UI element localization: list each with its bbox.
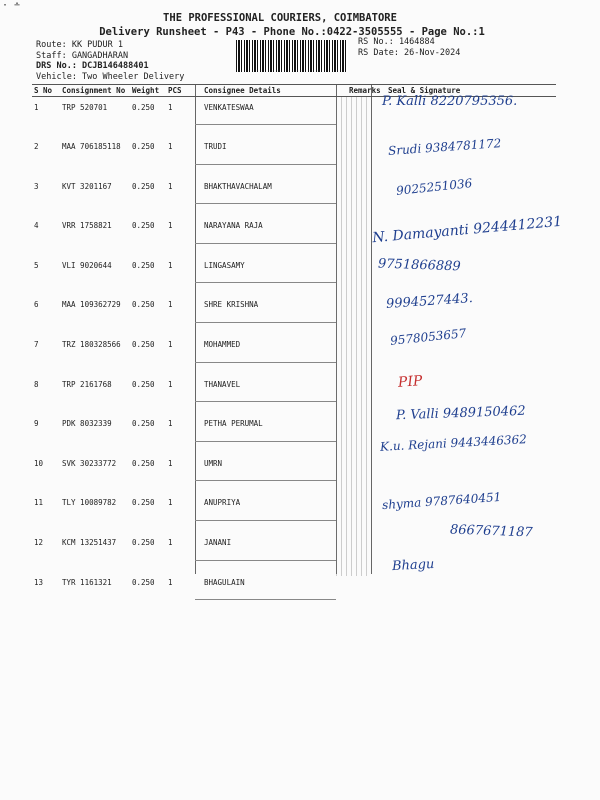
cell-wt: 0.250 <box>132 300 155 310</box>
route: Route: KK PUDUR 1 <box>36 40 123 50</box>
col-pcs: PCS <box>166 85 202 97</box>
cell-remarks <box>347 136 386 176</box>
cell-sno: 12 <box>34 538 44 548</box>
signature: N. Damayanti 9244412231 <box>371 213 563 247</box>
cell-name: SHRE KRISHNA <box>204 300 259 310</box>
cell-pcs: 1 <box>168 221 173 231</box>
table-row <box>32 453 556 493</box>
cell-remarks <box>347 334 386 374</box>
col-remarks: Remarks <box>347 85 386 97</box>
cell-sno: 5 <box>34 260 39 270</box>
col-consignee: Consignee Details <box>202 85 347 97</box>
cell-cn: KCM 13251437 <box>62 538 117 548</box>
row-divider <box>195 164 336 165</box>
cell-name: ANUPRIYA <box>204 498 241 508</box>
row-divider <box>195 362 336 363</box>
cell-wt: 0.250 <box>132 181 155 191</box>
row-divider <box>195 480 336 481</box>
row-divider <box>195 520 336 521</box>
runsheet-title: Delivery Runsheet - P43 - Phone No.:0422-3505555 - Page No.:1 <box>99 26 485 38</box>
cell-pcs: 1 <box>168 103 173 112</box>
cell-pcs: 1 <box>168 458 173 468</box>
signature: 9578053657 <box>389 326 467 348</box>
cell-cn: TRZ 180328566 <box>62 340 121 350</box>
cell-remarks <box>347 97 386 137</box>
cell-cn: TLY 10089782 <box>62 498 117 508</box>
cell-pcs: 1 <box>168 340 173 350</box>
cell-name: VENKATESWAA <box>204 103 254 112</box>
cell-name: NARAYANA RAJA <box>204 221 263 231</box>
cell-remarks <box>347 374 386 414</box>
row-divider <box>195 203 336 204</box>
cell-cn: TRP 520701 <box>62 103 108 112</box>
signature: 9025251036 <box>395 176 473 198</box>
cell-wt: 0.250 <box>132 577 155 587</box>
cell-wt: 0.250 <box>132 458 155 468</box>
cell-sno: 13 <box>34 577 44 587</box>
row-divider <box>195 560 336 561</box>
barcode <box>236 40 348 72</box>
cell-pcs: 1 <box>168 181 173 191</box>
cell-name: MOHAMMED <box>204 340 241 350</box>
staff: Staff: GANGADHARAN <box>36 50 129 61</box>
cell-sno: 1 <box>34 103 39 112</box>
cell-sno: 4 <box>34 221 39 231</box>
signature: K.u. Rejani 9443446362 <box>379 432 528 454</box>
route-info <box>36 40 184 82</box>
cell-sno: 11 <box>34 498 44 508</box>
table-row <box>32 334 556 374</box>
signature: 9994527443. <box>385 290 474 313</box>
rs-date: RS Date: 26-Nov-2024 <box>358 47 461 58</box>
cell-wt: 0.250 <box>132 103 155 112</box>
row-divider <box>195 322 336 323</box>
row-divider <box>195 599 336 600</box>
table-row <box>32 294 556 334</box>
table-row <box>32 255 556 295</box>
cell-sno: 8 <box>34 379 39 389</box>
signature: 9751866889 <box>377 256 461 275</box>
table-row <box>32 572 556 612</box>
cell-sno: 2 <box>34 142 39 152</box>
rs-number: RS No.: 1464884 <box>358 37 435 47</box>
cell-pcs: 1 <box>168 260 173 270</box>
cell-wt: 0.250 <box>132 260 155 270</box>
cell-wt: 0.250 <box>132 340 155 350</box>
cell-wt: 0.250 <box>132 498 155 508</box>
cell-sno: 6 <box>34 300 39 310</box>
cell-cn: VLI 9020644 <box>62 260 112 270</box>
signature: 8667671187 <box>449 522 533 541</box>
cell-sno: 7 <box>34 340 39 350</box>
company-title: THE PROFESSIONAL COURIERS, COIMBATORE <box>163 12 397 24</box>
row-divider <box>195 243 336 244</box>
col-signature: Seal & Signature <box>386 85 556 97</box>
cell-pcs: 1 <box>168 379 173 389</box>
cell-cn: SVK 30233772 <box>62 458 117 468</box>
cell-remarks <box>347 176 386 216</box>
cell-name: LINGASAMY <box>204 260 245 270</box>
cell-wt: 0.250 <box>132 538 155 548</box>
cell-name: BHAKTHAVACHALAM <box>204 181 272 191</box>
signature: shyma 9787640451 <box>381 489 502 513</box>
cell-pcs: 1 <box>168 142 173 152</box>
cell-cn: KVT 3201167 <box>62 181 112 191</box>
cell-name: BHAGULAIN <box>204 577 245 587</box>
cell-signature <box>386 572 556 612</box>
col-consignment: Consignment No <box>60 85 130 97</box>
rs-info <box>358 37 460 58</box>
drs-number: DRS No.: DCJB146488401 <box>36 61 149 71</box>
cell-name: THANAVEL <box>204 379 241 389</box>
cell-remarks <box>347 532 386 572</box>
cell-pcs: 1 <box>168 498 173 508</box>
cell-cn: PDK 8032339 <box>62 419 112 429</box>
table-row <box>32 176 556 216</box>
col-sno: S No <box>32 85 60 97</box>
cell-remarks <box>347 572 386 612</box>
cell-sno: 9 <box>34 419 39 429</box>
cell-pcs: 1 <box>168 577 173 587</box>
row-divider <box>195 124 336 125</box>
row-divider <box>195 441 336 442</box>
cell-cn: MAA 109362729 <box>62 300 121 310</box>
cell-signature <box>386 453 556 493</box>
cell-wt: 0.250 <box>132 221 155 231</box>
cell-wt: 0.250 <box>132 142 155 152</box>
cell-pcs: 1 <box>168 300 173 310</box>
signature: P. Valli 9489150462 <box>395 403 526 424</box>
cell-name: UMRN <box>204 458 223 468</box>
signature: PIP <box>397 373 423 391</box>
signature: Srudi 9384781172 <box>387 136 502 158</box>
cell-cn: TYR 1161321 <box>62 577 112 587</box>
cell-name: PETHA PERUMAL <box>204 419 263 429</box>
cell-remarks <box>347 453 386 493</box>
cell-cn: TRP 2161768 <box>62 379 112 389</box>
row-divider <box>195 401 336 402</box>
col-weight: Weight <box>130 85 166 97</box>
cell-name: JANANI <box>204 538 232 548</box>
cell-sno: 10 <box>34 458 44 468</box>
scan-mark: · ∸ <box>2 0 21 11</box>
cell-wt: 0.250 <box>132 379 155 389</box>
cell-cn: MAA 706185118 <box>62 142 121 152</box>
cell-remarks <box>347 492 386 532</box>
signature: Bhagu <box>391 556 435 575</box>
signature: P. Kalli 8220795356. <box>382 94 518 109</box>
cell-cn: VRR 1758821 <box>62 221 112 231</box>
cell-remarks <box>347 294 386 334</box>
cell-name: TRUDI <box>204 142 227 152</box>
cell-pcs: 1 <box>168 538 173 548</box>
cell-wt: 0.250 <box>132 419 155 429</box>
cell-pcs: 1 <box>168 419 173 429</box>
row-divider <box>195 282 336 283</box>
vehicle: Vehicle: Two Wheeler Delivery <box>36 71 185 82</box>
cell-sno: 3 <box>34 181 39 191</box>
